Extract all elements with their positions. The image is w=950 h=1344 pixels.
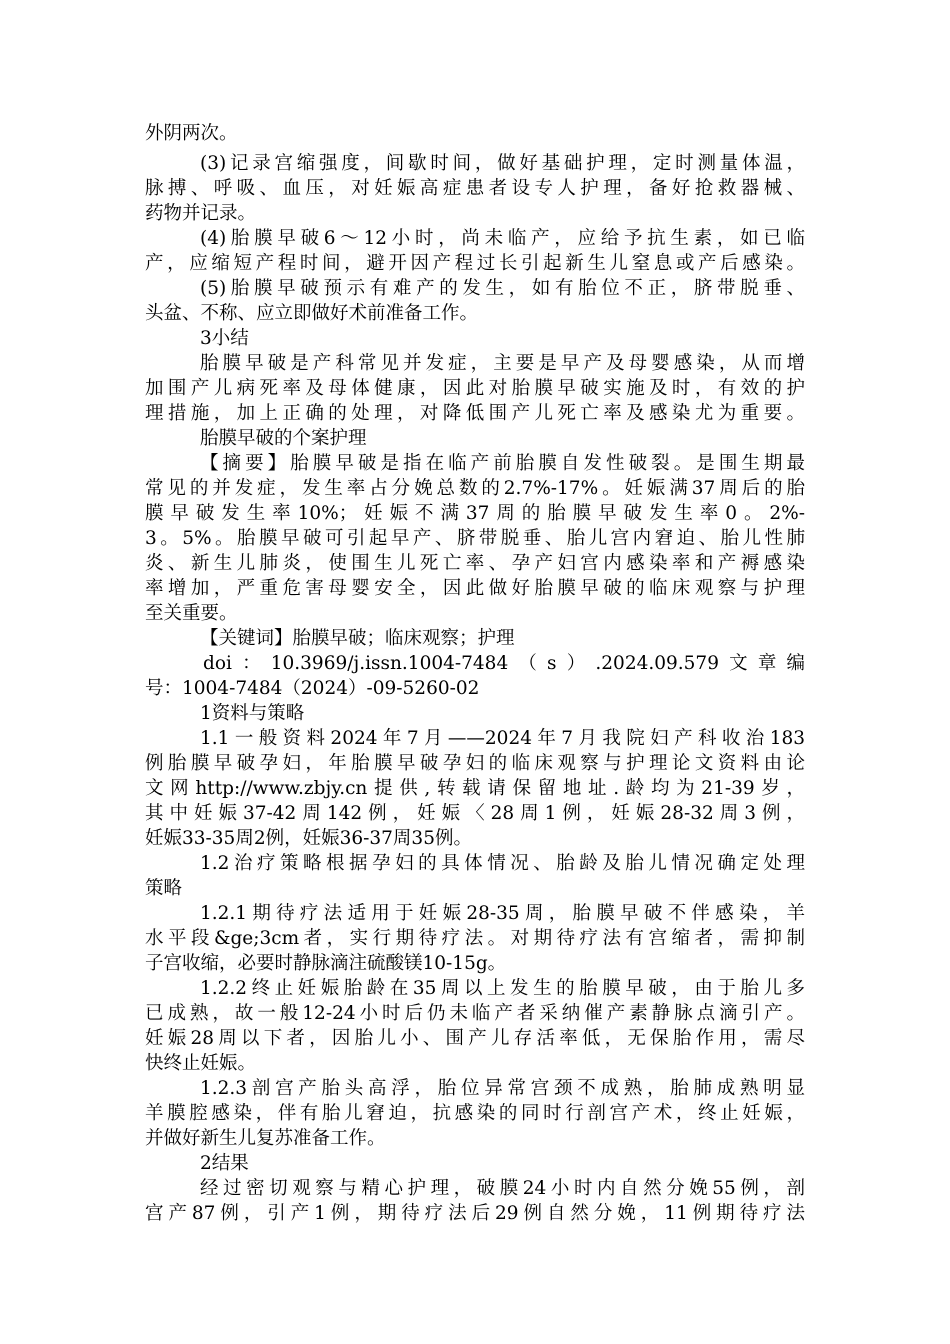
text-line: 【摘要】胎膜早破是指在临产前胎膜自发性破裂。是围生期最 [200, 453, 805, 474]
text-line: 头盆、不称、应立即做好术前准备工作。 [145, 303, 479, 324]
text-line: 羊膜腔感染，伴有胎儿窘迫，抗感染的同时行剖宫产术，终止妊娠， [145, 1103, 805, 1124]
text-line: 率增加，严重危害母婴安全，因此做好胎膜早破的临床观察与护理 [145, 578, 805, 599]
text-line: 号：1004-7484（2024）-09-5260-02 [145, 678, 480, 699]
text-line: 文网http://www.zbjy.cn提供,转载请保留地址.龄均为21-39岁， [145, 778, 805, 799]
text-line: 外阴两次。 [145, 123, 238, 144]
article-title: 胎膜早破的个案护理 [200, 428, 367, 449]
text-line: 至关重要。 [145, 603, 238, 624]
section-heading: 2结果 [200, 1153, 249, 1174]
text-line: 子宫收缩，必要时静脉滴注硫酸镁10-15g。 [145, 953, 507, 974]
text-line: 1.2.3剖宫产胎头高浮，胎位异常宫颈不成熟，胎肺成熟明显 [200, 1078, 805, 1099]
doi-line: doi：10.3969/j.issn.1004-7484（s）.2024.09.579文章编 [203, 653, 805, 674]
text-line: 1.1一般资料2024年7月——2024年7月我院妇产科收治183 [200, 728, 805, 749]
text-line: 炎、新生儿肺炎，使围生儿死亡率、孕产妇宫内感染率和产褥感染 [145, 553, 805, 574]
text-line: 快终止妊娠。 [145, 1053, 257, 1074]
text-line: 例胎膜早破孕妇，年胎膜早破孕妇的临床观察与护理论文资料由论 [145, 753, 805, 774]
text-line: 1.2.1期待疗法适用于妊娠28-35周，胎膜早破不伴感染，羊 [200, 903, 805, 924]
text-line: 并做好新生儿复苏准备工作。 [145, 1128, 386, 1149]
text-line: 宫产87例，引产1例，期待疗法后29例自然分娩，11例期待疗法 [145, 1203, 805, 1224]
text-line: 1.2治疗策略根据孕妇的具体情况、胎龄及胎儿情况确定处理 [200, 853, 805, 874]
text-line: (3)记录宫缩强度，间歇时间，做好基础护理，定时测量体温， [200, 153, 805, 174]
text-line: 经过密切观察与精心护理，破膜24小时内自然分娩55例，剖 [200, 1178, 805, 1199]
text-line: (4)胎膜早破6～12小时，尚未临产，应给予抗生素，如已临 [200, 228, 805, 249]
text-line: 加围产儿病死率及母体健康，因此对胎膜早破实施及时，有效的护 [145, 378, 805, 399]
text-line: 水平段&ge;3cm者，实行期待疗法。对期待疗法有宫缩者，需抑制 [145, 928, 805, 949]
keywords-line: 【关键词】胎膜早破；临床观察；护理 [200, 628, 515, 649]
text-line: 1.2.2终止妊娠胎龄在35周以上发生的胎膜早破，由于胎儿多 [200, 978, 805, 999]
text-line: 其中妊娠37-42周142例，妊娠〈28周1例，妊娠28-32周3例， [145, 803, 805, 824]
text-line: 胎膜早破是产科常见并发症，主要是早产及母婴感染，从而增 [200, 353, 805, 374]
section-heading: 1资料与策略 [200, 703, 305, 724]
text-line: 策略 [145, 878, 183, 899]
text-line: 药物并记录。 [145, 203, 257, 224]
text-line: 妊娠28周以下者，因胎儿小、围产儿存活率低，无保胎作用，需尽 [145, 1028, 805, 1049]
text-line: 妊娠33-35周2例，妊娠36-37周35例。 [145, 828, 472, 849]
text-line: 常见的并发症，发生率占分娩总数的2.7%-17%。妊娠满37周后的胎 [145, 478, 805, 499]
text-line: (5)胎膜早破预示有难产的发生，如有胎位不正，脐带脱垂、 [200, 278, 805, 299]
text-line: 膜早破发生率10%；妊娠不满37周的胎膜早破发生率0。2%- [145, 503, 805, 524]
text-line: 产，应缩短产程时间，避开因产程过长引起新生儿窒息或产后感染。 [145, 253, 805, 274]
text-line: 脉搏、呼吸、血压，对妊娠高症患者设专人护理，备好抢救器械、 [145, 178, 805, 199]
text-line: 已成熟，故一般12-24小时后仍未临产者采纳催产素静脉点滴引产。 [145, 1003, 805, 1024]
section-heading: 3小结 [200, 328, 249, 349]
text-line: 理措施，加上正确的处理，对降低围产儿死亡率及感染尤为重要。 [145, 403, 805, 424]
text-line: 3。5%。胎膜早破可引起早产、脐带脱垂、胎儿宫内窘迫、胎儿性肺 [145, 528, 805, 549]
